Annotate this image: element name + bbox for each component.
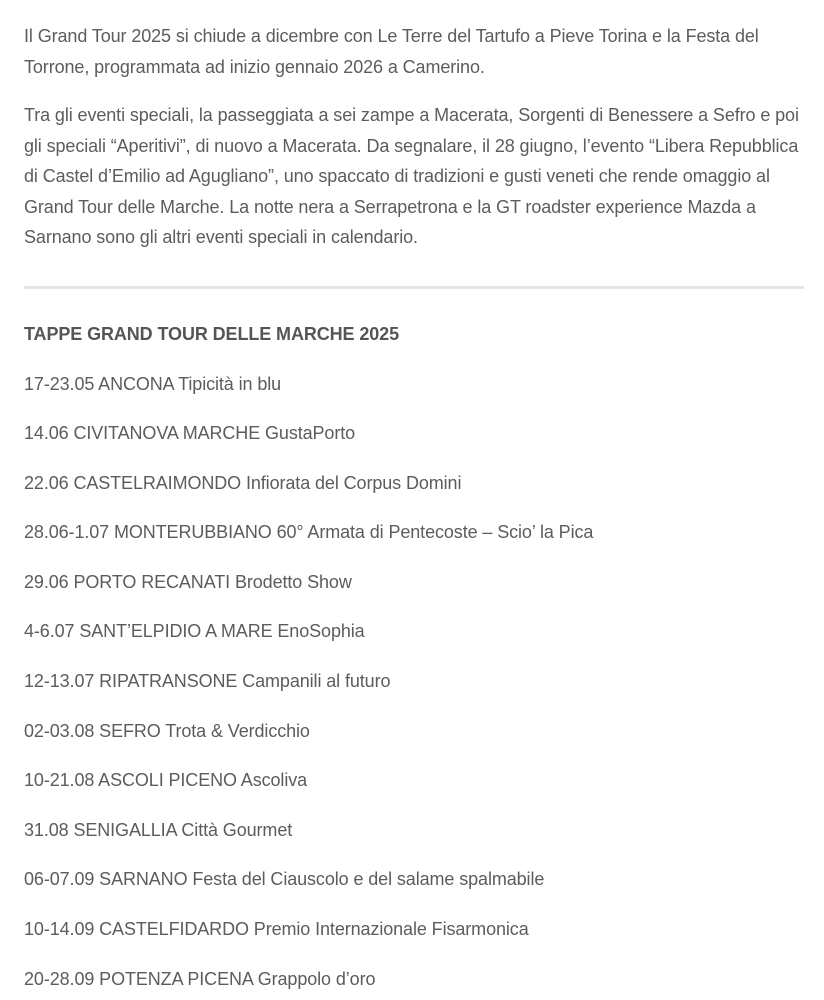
stage-list bbox=[24, 347, 804, 992]
article-paragraph: Tra gli eventi speciali, la passeggiata a sei zampe a Macerata, Sorgenti di Benessere a Sefro e poi gli speciali “Aperitivi”, di nuovo a Macerata. Da segnalare, il 28 giugno, l’evento “Libera Repubblica di Castel d’Emilio ad Agugliano”, uno spaccato di tradizioni e gusti veneti che rende omaggio al Grand Tour delle Marche. La notte nera a Serrapetrona e la GT roadster experience Mazda a Sarnano sono gli altri eventi speciali in calendario. bbox=[24, 105, 799, 247]
stage-item: 02-03.08 SEFRO Trota & Verdicchio bbox=[24, 720, 310, 741]
stage-item: 29.06 PORTO RECANATI Brodetto Show bbox=[24, 571, 352, 592]
stage-item: 10-21.08 ASCOLI PICENO Ascoliva bbox=[24, 770, 308, 791]
section-divider bbox=[24, 286, 804, 289]
section-heading: TAPPE GRAND TOUR DELLE MARCHE 2025 bbox=[24, 323, 399, 344]
stage-item: 06-07.09 SARNANO Festa del Ciauscolo e del salame spalmabile bbox=[24, 869, 545, 890]
stage-item: 4-6.07 SANT’ELPIDIO A MARE EnoSophia bbox=[24, 621, 365, 642]
stage-item: 22.06 CASTELRAIMONDO Infiorata del Corpus Domini bbox=[24, 472, 462, 493]
stage-item: 17-23.05 ANCONA Tipicità in blu bbox=[24, 373, 282, 394]
stage-item: 28.06-1.07 MONTERUBBIANO 60° Armata di Pentecoste – Scio’ la Pica bbox=[24, 522, 594, 543]
stage-item: 10-14.09 CASTELFIDARDO Premio Internazionale Fisarmonica bbox=[24, 919, 529, 940]
stage-item: 20-28.09 POTENZA PICENA Grappolo d’oro bbox=[24, 968, 376, 989]
stage-item: 31.08 SENIGALLIA Città Gourmet bbox=[24, 819, 293, 840]
stage-item: 14.06 CIVITANOVA MARCHE GustaPorto bbox=[24, 423, 356, 444]
stage-item: 12-13.07 RIPATRANSONE Campanili al futuro bbox=[24, 671, 391, 692]
article-paragraph: Il Grand Tour 2025 si chiude a dicembre con Le Terre del Tartufo a Pieve Torina e la Festa del Torrone, programmata ad inizio gennaio 2026 a Camerino. bbox=[24, 26, 759, 77]
